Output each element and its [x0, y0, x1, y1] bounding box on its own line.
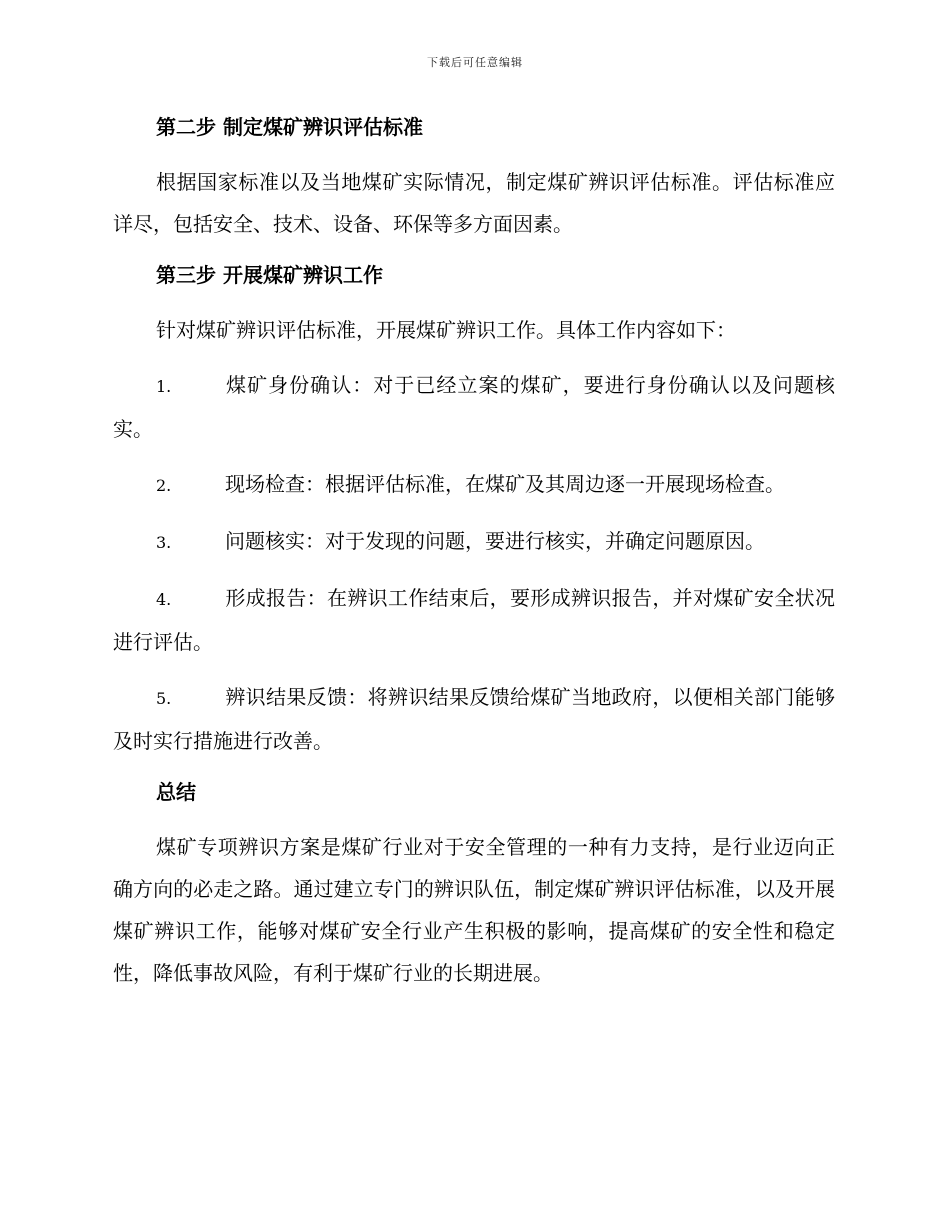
header-note: 下载后可任意编辑 — [427, 56, 523, 69]
list-item-number: 4. — [156, 590, 172, 609]
section-body-step2: 根据国家标准以及当地煤矿实际情况，制定煤矿辨识评估标准。评估标准应详尽，包括安全、技术、设备、环保等多方面因素。 — [113, 170, 835, 236]
section-intro-step3: 针对煤矿辨识评估标准，开展煤矿辨识工作。具体工作内容如下： — [156, 318, 736, 342]
list-item-text: 煤矿身份确认：对于已经立案的煤矿，要进行身份确认以及问题核实。 — [113, 373, 835, 441]
list-item-number: 2. — [156, 476, 172, 495]
list-item — [113, 676, 835, 762]
section-heading-summary: 总结 — [156, 780, 196, 804]
document-body — [113, 110, 835, 1007]
list-item — [113, 463, 835, 507]
list-item-number: 3. — [156, 533, 172, 552]
list-item — [113, 364, 835, 450]
list-item — [113, 520, 835, 564]
list-item-text: 辨识结果反馈：将辨识结果反馈给煤矿当地政府，以便相关部门能够及时实行措施进行改善。 — [113, 685, 835, 753]
section-body-summary: 煤矿专项辨识方案是煤矿行业对于安全管理的一种有力支持，是行业迈向正确方向的必走之路。通过建立专门的辨识队伍，制定煤矿辨识评估标准，以及开展煤矿辨识工作，能够对煤矿安全行业产生积极的影响，提高煤矿的安全性和稳定性，降低事故风险，有利于煤矿行业的长期进展。 — [113, 835, 835, 985]
list-item-number: 1. — [156, 377, 172, 396]
list-item-text: 形成报告：在辨识工作结束后，要形成辨识报告，并对煤矿安全状况进行评估。 — [113, 586, 835, 654]
list-item-text: 现场检查：根据评估标准，在煤矿及其周边逐一开展现场检查。 — [225, 472, 785, 496]
list-item-number: 5. — [156, 689, 172, 708]
list-item — [113, 577, 835, 663]
list-item-text: 问题核实：对于发现的问题，要进行核实，并确定问题原因。 — [225, 529, 765, 553]
section-heading-step3: 第三步 开展煤矿辨识工作 — [156, 263, 383, 287]
section-heading-step2: 第二步 制定煤矿辨识评估标准 — [156, 115, 423, 139]
